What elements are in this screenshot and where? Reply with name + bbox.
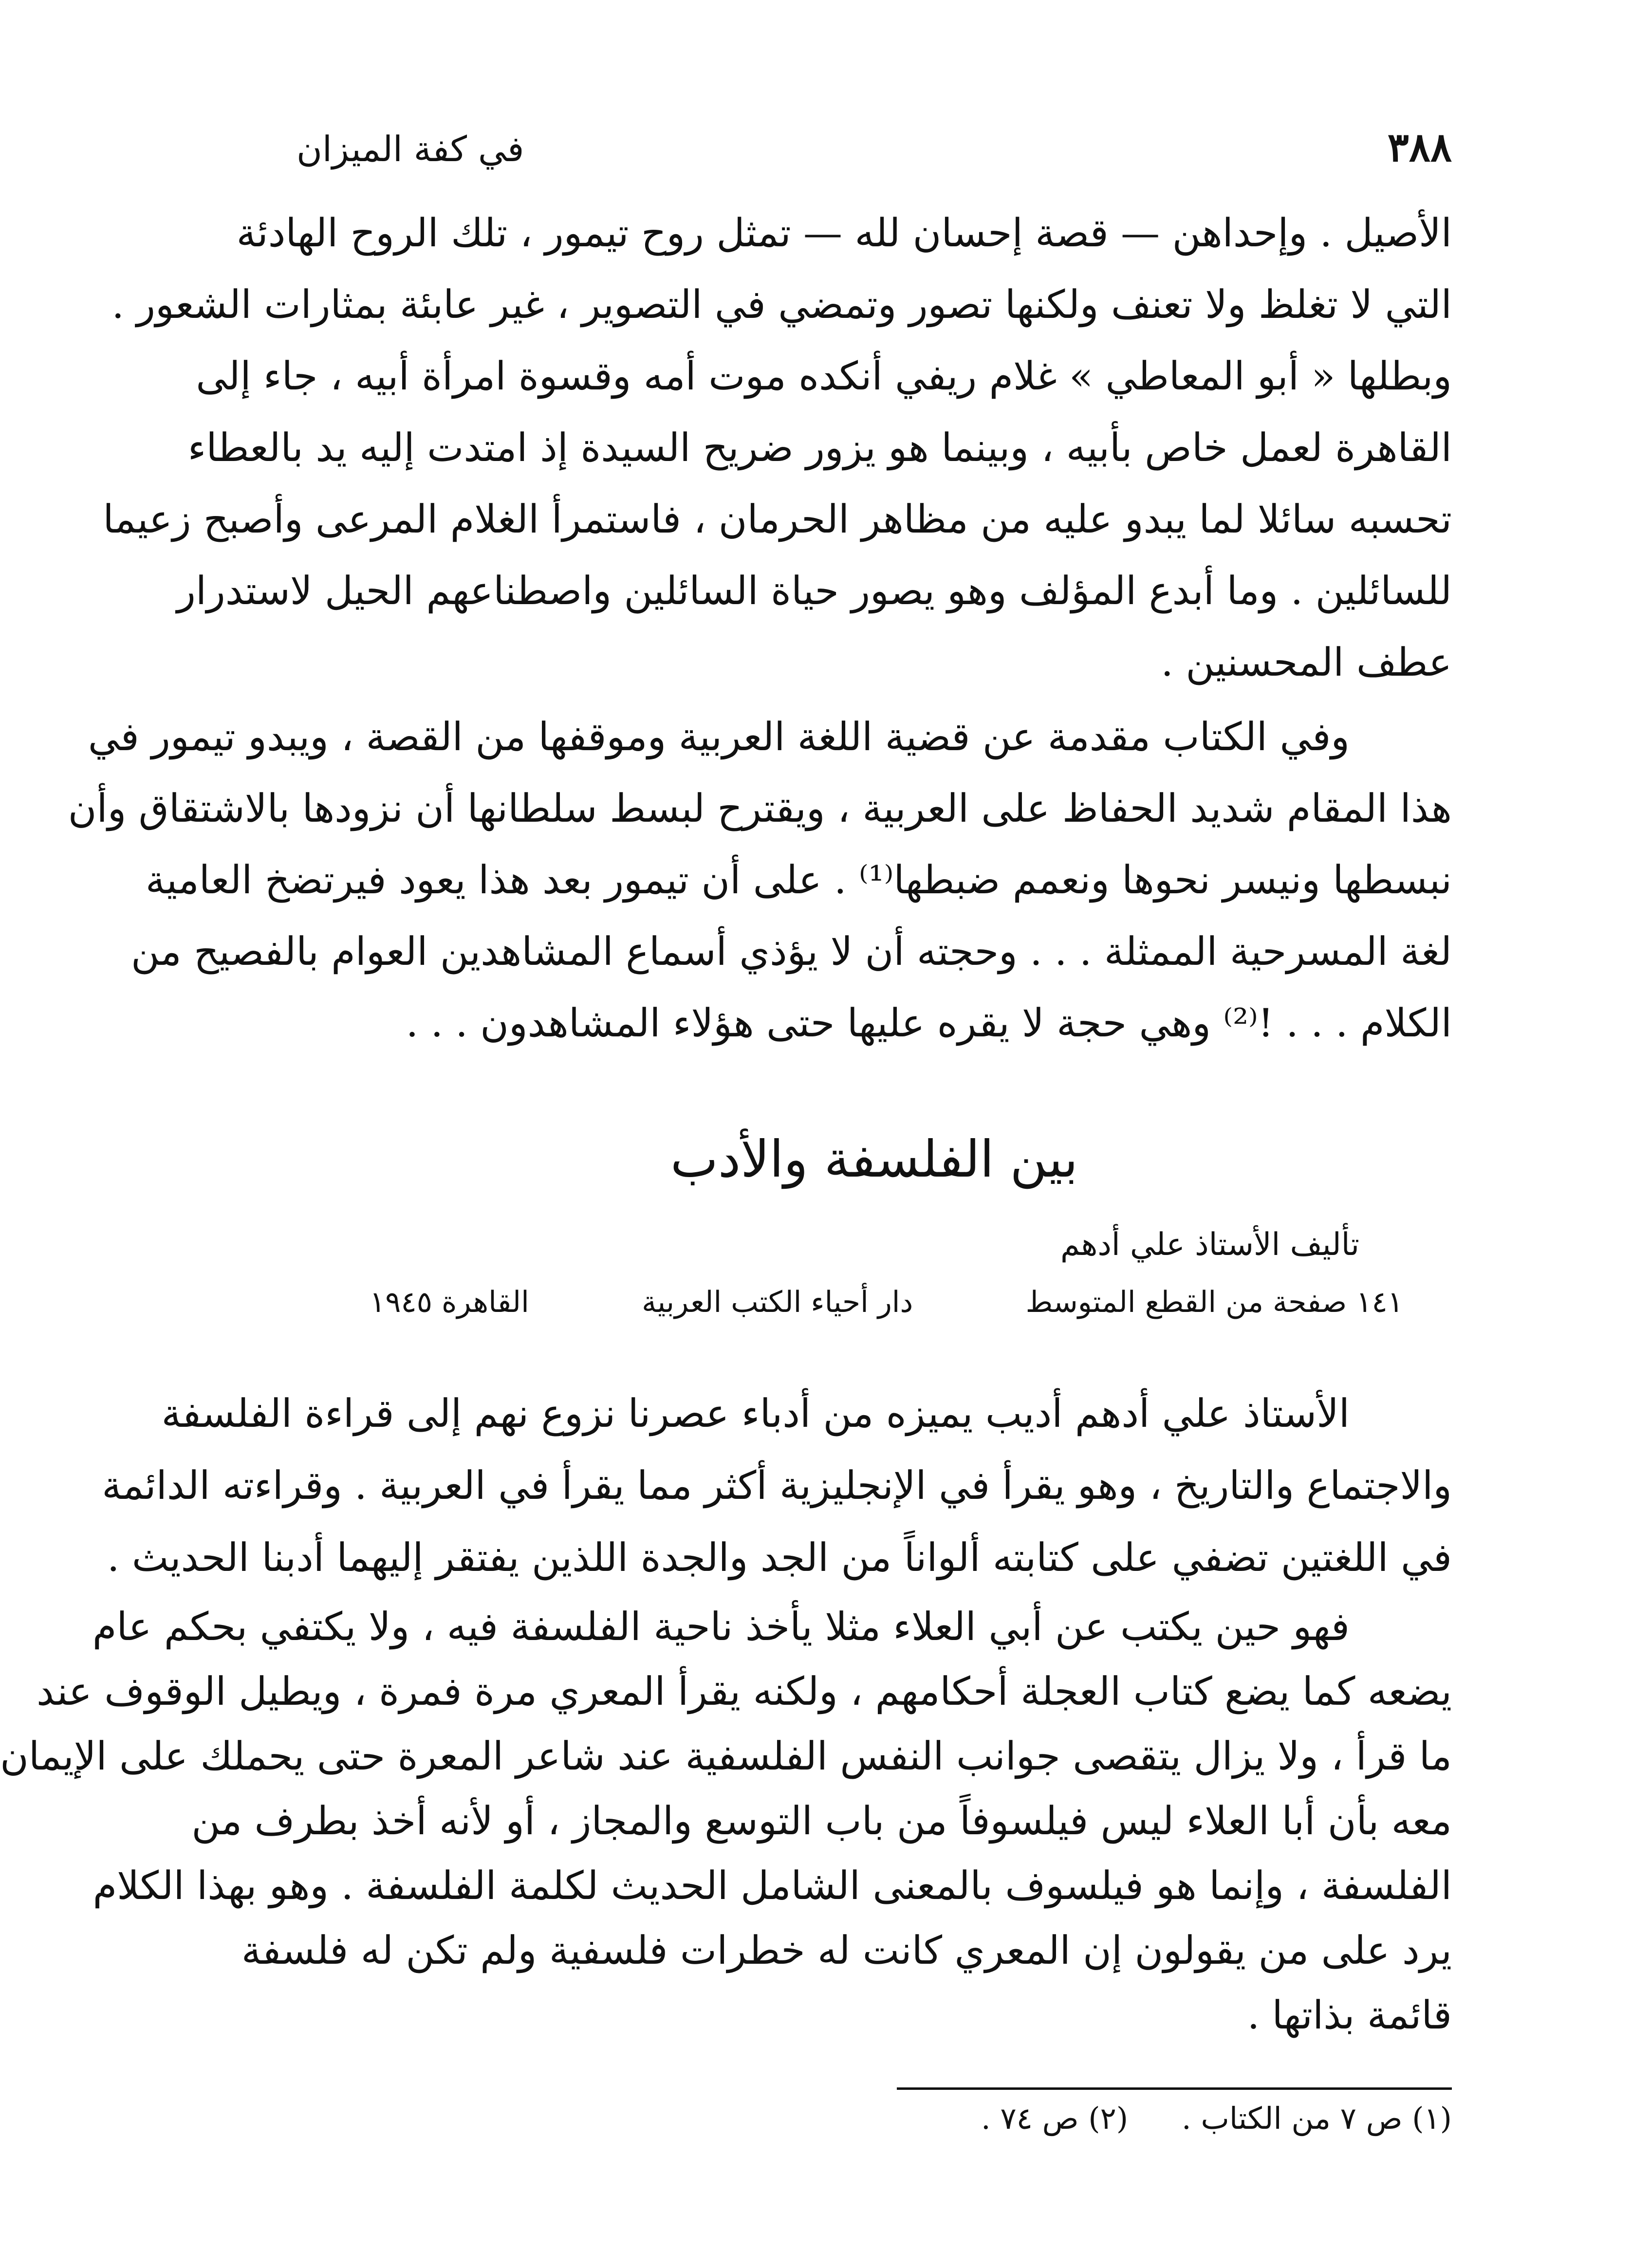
text-line: الفلسفة ، وإنما هو فيلسوف بالمعنى الشامل الحديث لكلمة الفلسفة . وهو بهذا الكلام <box>93 1863 1452 1908</box>
text-line: وفي الكتاب مقدمة عن قضية اللغة العربية وموقفها من القصة ، ويبدو تيمور في <box>88 714 1350 759</box>
publication-info <box>370 1285 1403 1319</box>
text-line: للسائلين . وما أبدع المؤلف وهو يصور حياة السائلين واصطناعهم الحيل لاستدرار <box>177 568 1452 613</box>
review-byline: تأليف الأستاذ علي أدهم <box>1060 1227 1359 1263</box>
text-line: والاجتماع والتاريخ ، وهو يقرأ في الإنجليزية أكثر مما يقرأ في العربية . وقراءته الدائمة <box>102 1463 1452 1508</box>
text-line: عطف المحسنين . <box>1161 640 1452 685</box>
text-line: في اللغتين تضفي على كتابته ألواناً من الجد والجدة اللذين يفتقر إليهما أدبنا الحديث . <box>107 1535 1452 1580</box>
text-line: القاهرة لعمل خاص بأبيه ، وبينما هو يزور ضريح السيدة إذ امتدت إليه يد بالعطاء <box>187 425 1452 470</box>
text-line: وبطلها « أبو المعاطي » غلام ريفي أنكده موت أمه وقسوة امرأة أبيه ، جاء إلى <box>196 353 1452 399</box>
text-line: ما قرأ ، ولا يزال يتقصى جوانب النفس الفلسفية عند شاعر المعرة حتى يحملك على الإيمان <box>0 1733 1452 1779</box>
running-title: في كفة الميزان <box>297 129 524 169</box>
text-line: التي لا تغلظ ولا تعنف ولكنها تصور وتمضي في التصوير ، غير عابئة بمثارات الشعور . <box>111 282 1452 327</box>
footnote-2: (٢) ص ٧٤ . <box>981 2101 1129 2136</box>
text-line: نبسطها ونيسر نحوها ونعمم ضبطها⁽¹⁾ . على أن تيمور بعد هذا يعود فيرتضخ العامية <box>145 857 1452 903</box>
running-head <box>297 124 1452 171</box>
text-line: الأستاذ علي أدهم أديب يميزه من أدباء عصرنا نزوع نهم إلى قراءة الفلسفة <box>161 1391 1350 1436</box>
paragraph <box>102 1378 1452 1594</box>
paragraph-continuation <box>103 197 1452 698</box>
pubinfo-place-year: القاهرة ١٩٤٥ <box>370 1285 529 1319</box>
footnote-rule <box>897 2087 1452 2090</box>
text-line: لغة المسرحية الممثلة . . . وحجته أن لا يؤذي أسماع المشاهدين العوام بالفصيح من <box>130 929 1452 974</box>
text-line: فهو حين يكتب عن أبي العلاء مثلا يأخذ ناحية الفلسفة فيه ، ولا يكتفي بحكم عام <box>92 1604 1350 1649</box>
pubinfo-pages: ١٤١ صفحة من القطع المتوسط <box>1025 1285 1403 1319</box>
page-number: ٣٨٨ <box>1387 124 1452 171</box>
text-line: معه بأن أبا العلاء ليس فيلسوفاً من باب التوسع والمجاز ، أو لأنه أخذ بطرف من <box>191 1798 1452 1844</box>
footnote-1: (١) ص ٧ من الكتاب . <box>1182 2101 1452 2136</box>
review-title: بين الفلسفة والأدب <box>670 1129 1078 1189</box>
text-line: تحسبه سائلا لما يبدو عليه من مظاهر الحرمان ، فاستمرأ الغلام المرعى وأصبح زعيما <box>103 497 1452 542</box>
text-line: يرد على من يقولون إن المعري كانت له خطرات فلسفية ولم تكن له فلسفة <box>241 1928 1452 1973</box>
text-line: يضعه كما يضع كتاب العجلة أحكامهم ، ولكنه يقرأ المعري مرة فمرة ، ويطيل الوقوف عند <box>37 1669 1452 1714</box>
pubinfo-publisher: دار أحياء الكتب العربية <box>642 1285 913 1319</box>
text-line: الأصيل . وإحداهن — قصة إحسان لله — تمثل روح تيمور ، تلك الروح الهادئة <box>236 210 1452 256</box>
footnotes <box>722 2101 1452 2136</box>
paragraph <box>0 1594 1452 2047</box>
text-line: الكلام . . . !⁽²⁾ وهي حجة لا يقره عليها حتى هؤلاء المشاهدون . . . <box>406 1000 1452 1046</box>
text-line: هذا المقام شديد الحفاظ على العربية ، ويقترح لبسط سلطانها أن نزودها بالاشتقاق وأن <box>68 786 1452 831</box>
text-line: قائمة بذاتها . <box>1247 1992 1452 2038</box>
paragraph <box>68 701 1452 1059</box>
